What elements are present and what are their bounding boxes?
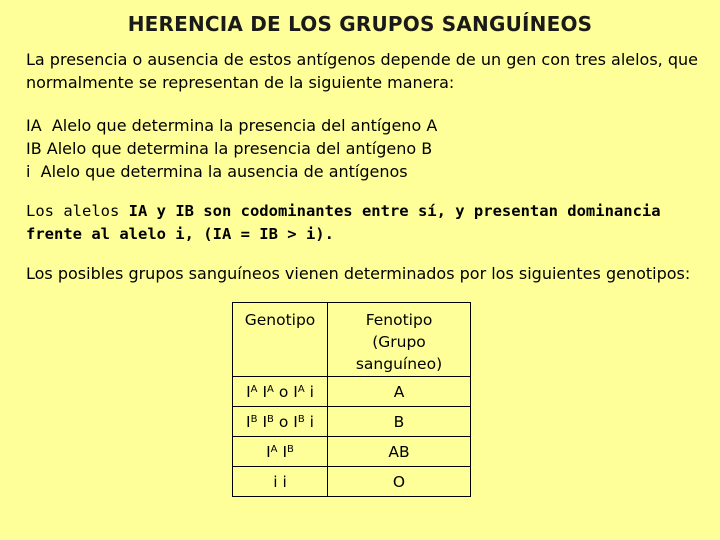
intro-line-2: normalmente se representan de la siguiente manera: [26, 73, 455, 92]
table-row [233, 377, 471, 407]
genotype-cell: i i [233, 467, 328, 497]
slide-title: HERENCIA DE LOS GRUPOS SANGUÍNEOS [127, 12, 593, 36]
table-header-row [233, 303, 471, 377]
table-row [233, 407, 471, 437]
codominance-paragraph [26, 200, 661, 246]
genotype-cell: $I^A$ $I^A$ o $I^A$ i [233, 377, 328, 407]
header-fenotipo-line-2: (Grupo [372, 333, 426, 351]
header-fenotipo [328, 303, 471, 377]
allele-list [26, 114, 437, 183]
phenotype-cell: O [328, 467, 471, 497]
codominance-line-2 [26, 223, 661, 246]
intro-line-1: La presencia o ausencia de estos antígenos depende de un gen con tres alelos, que [26, 50, 698, 69]
header-genotipo: Genotipo [233, 303, 328, 377]
header-fenotipo-line-1: Fenotipo [365, 311, 433, 329]
allele-ia: IA Alelo que determina la presencia del antígeno A [26, 116, 438, 135]
table-row [233, 437, 471, 467]
genotype-cell: $I^B$ $I^B$ o $I^B$ i [233, 407, 328, 437]
allele-i: i Alelo que determina la ausencia de antígenos [26, 162, 408, 181]
codominance-bold-1: IA y IB son codominantes entre sí, y presentan dominancia [128, 202, 661, 220]
allele-ib: IB Alelo que determina la presencia del antígeno B [26, 139, 433, 158]
genotypes-intro: Los posibles grupos sanguíneos vienen determinados por los siguientes genotipos: [26, 264, 691, 283]
phenotype-cell: B [328, 407, 471, 437]
phenotype-cell: A [328, 377, 471, 407]
table-row [233, 467, 471, 497]
codominance-bold-2: frente al alelo i, (IA = IB > i). [26, 225, 334, 243]
genotype-table [232, 302, 471, 497]
codominance-line-1 [26, 200, 661, 223]
genotype-cell: $I^A$ $I^B$ [233, 437, 328, 467]
codominance-plain: Los alelos [26, 202, 129, 220]
phenotype-cell: AB [328, 437, 471, 467]
intro-paragraph [26, 48, 698, 94]
header-fenotipo-line-3: sanguíneo) [355, 355, 443, 373]
